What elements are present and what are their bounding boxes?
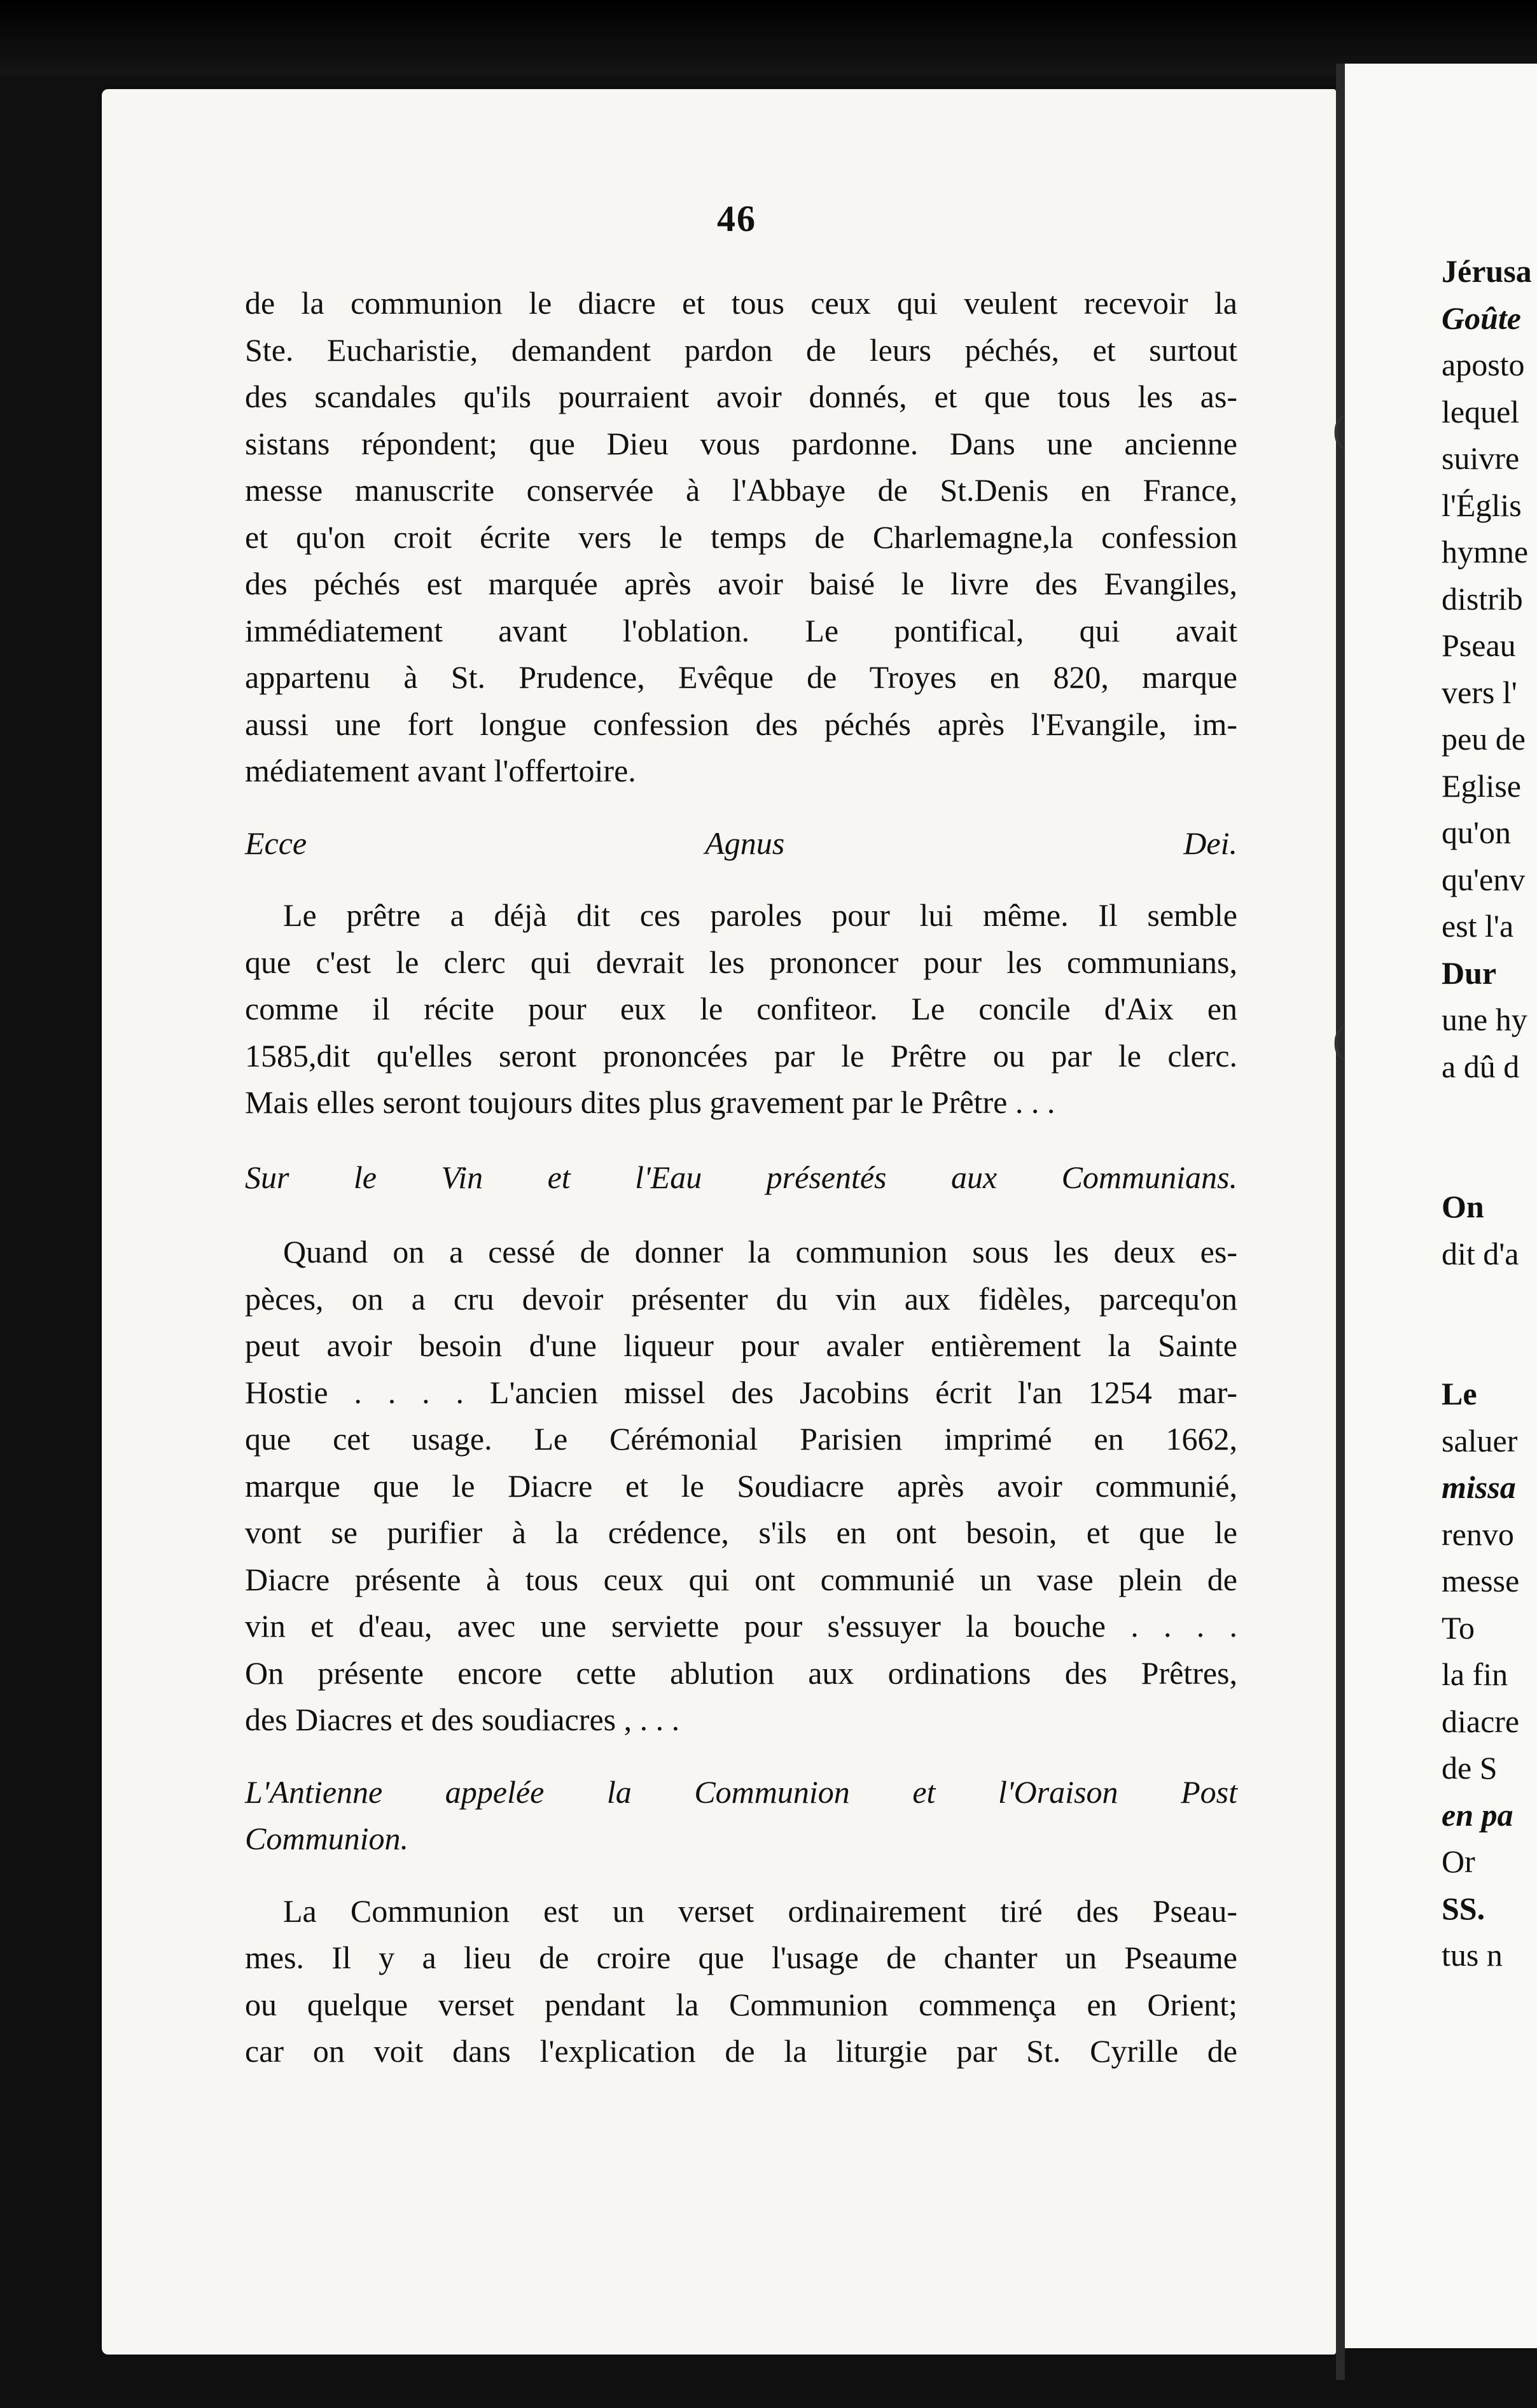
text-line: On présente encore cette ablution aux ordinations des Prêtres,	[245, 1655, 1237, 1691]
text-line: des scandales qu'ils pourraient avoir donnés, et que tous les as-	[245, 379, 1237, 414]
fragment-line: une hy	[1442, 1002, 1527, 1037]
text-line: appartenu à St. Prudence, Evêque de Troyes en 820, marque	[245, 659, 1237, 695]
fragment-line: a dû d	[1442, 1048, 1520, 1084]
fragment-line	[1442, 1090, 1537, 1137]
text-line: immédiatement avant l'oblation. Le pontifical, qui avait	[245, 612, 1237, 648]
text-line: Le prêtre a déjà dit ces paroles pour lui même. Il semble	[283, 897, 1237, 933]
facing-page-text	[1442, 248, 1537, 1979]
fragment-line: est l'a	[1442, 908, 1514, 944]
fragment-line: suivre	[1442, 440, 1520, 476]
fragment-line: diacre	[1442, 1703, 1520, 1739]
text-line: peut avoir besoin d'une liqueur pour avaler entièrement la Sainte	[245, 1327, 1237, 1363]
text-line: aussi une fort longue confession des péchés après l'Evangile, im-	[245, 706, 1237, 742]
fragment-line: Goûte	[1442, 300, 1521, 336]
fragment-line: messe	[1442, 1563, 1520, 1599]
fragment-line: qu'on	[1442, 815, 1512, 850]
fragment-line: de S	[1442, 1750, 1498, 1786]
text-line: Quand on a cessé de donner la communion sous les deux es-	[283, 1234, 1237, 1270]
paragraph-confession	[245, 280, 1237, 795]
fragment-line: la fin	[1442, 1656, 1508, 1692]
fragment-line: Or	[1442, 1844, 1475, 1879]
text-line: que c'est le clerc qui devrait les prononcer pour les communians,	[245, 944, 1237, 980]
margin-mark: (	[1333, 1019, 1346, 1061]
fragment-line: Le	[1442, 1376, 1477, 1411]
fragment-line: saluer	[1442, 1422, 1518, 1459]
text-line: 1585,dit qu'elles seront prononcées par le Prêtre ou par le clerc.	[245, 1037, 1237, 1074]
text-line: que cet usage. Le Cérémonial Parisien imprimé en 1662,	[245, 1421, 1237, 1457]
page-number: 46	[717, 198, 756, 239]
heading-antienne-cont: Communion.	[245, 1821, 408, 1856]
text-line: messe manuscrite conservée à l'Abbaye de St.Denis en France,	[245, 472, 1237, 508]
fragment-line: aposto	[1442, 347, 1525, 382]
paragraph-ecce	[245, 892, 1237, 1126]
text-line: Hostie . . . . L'ancien missel des Jacobins écrit l'an 1254 mar-	[245, 1374, 1237, 1410]
fragment-line: renvo	[1442, 1516, 1514, 1552]
page-body	[245, 280, 1237, 2075]
fragment-line: Eglise	[1442, 767, 1521, 804]
fragment-line: On	[1442, 1189, 1484, 1224]
heading-antienne: L'Antienne appelée la Communion et l'Oraison Post	[245, 1774, 1237, 1810]
fragment-line: To	[1442, 1609, 1475, 1646]
text-line: médiatement avant l'offertoire.	[245, 753, 636, 788]
fragment-line: tus n	[1442, 1937, 1503, 1973]
text-line: des Diacres et des soudiacres , . . .	[245, 1702, 680, 1737]
heading-ecce-agnus-dei: Ecce Agnus Dei.	[245, 825, 1237, 861]
fragment-line: en pa	[1442, 1796, 1513, 1833]
text-line: La Communion est un verset ordinairement tiré des Pseau-	[283, 1893, 1237, 1929]
fragment-line: vers l'	[1442, 674, 1517, 710]
text-line: car on voit dans l'explication de la liturgie par St. Cyrille de	[245, 2033, 1237, 2069]
margin-mark: (	[1333, 408, 1346, 450]
fragment-line: lequel	[1442, 393, 1520, 430]
text-line: des péchés est marquée après avoir baisé le livre des Evangiles,	[245, 566, 1237, 601]
fragment-line: Pseau	[1442, 627, 1516, 663]
heading-vin-et-eau: Sur le Vin et l'Eau présentés aux Communians.	[245, 1159, 1237, 1195]
fragment-line: Dur	[1442, 955, 1497, 991]
text-line: ou quelque verset pendant la Communion commença en Orient;	[245, 1986, 1237, 2022]
text-line: Mais elles seront toujours dites plus gravement par le Prêtre . . .	[245, 1084, 1055, 1120]
text-line: de la communion le diacre et tous ceux qui veulent recevoir la	[245, 285, 1237, 321]
fragment-line: SS.	[1442, 1890, 1485, 1926]
text-line: mes. Il y a lieu de croire que l'usage de chanter un Pseaume	[245, 1940, 1237, 1975]
fragment-line	[1442, 1137, 1537, 1184]
fragment-line: peu de	[1442, 721, 1526, 757]
text-line: pèces, on a cru devoir présenter du vin aux fidèles, parcequ'on	[245, 1280, 1237, 1317]
fragment-line	[1442, 1324, 1537, 1371]
text-line: marque que le Diacre et le Soudiacre après avoir communié,	[245, 1467, 1237, 1504]
fragment-line: l'Églis	[1442, 487, 1522, 523]
fragment-line: dit d'a	[1442, 1235, 1519, 1271]
fragment-line: Jérusa	[1442, 253, 1532, 289]
fragment-line: hymne	[1442, 534, 1529, 570]
fragment-line: distrib	[1442, 580, 1523, 617]
paragraph-vin	[245, 1229, 1237, 1744]
fragment-line: qu'env	[1442, 861, 1526, 897]
text-line: et qu'on croit écrite vers le temps de Charlemagne,la confession	[245, 519, 1237, 555]
text-line: vin et d'eau, avec une serviette pour s'essuyer la bouche . . . .	[245, 1608, 1237, 1644]
paragraph-communion	[245, 1888, 1237, 2075]
text-line: Ste. Eucharistie, demandent pardon de leurs péchés, et surtout	[245, 332, 1237, 368]
fragment-line	[1442, 1277, 1537, 1324]
fragment-line: missa	[1442, 1469, 1516, 1505]
text-line: Diacre présente à tous ceux qui ont communié un vase plein de	[245, 1561, 1237, 1597]
scan-background	[0, 0, 1537, 76]
text-line: vont se purifier à la crédence, s'ils en ont besoin, et que le	[245, 1515, 1237, 1550]
text-line: comme il récite pour eux le confiteor. Le concile d'Aix en	[245, 991, 1237, 1026]
text-line: sistans répondent; que Dieu vous pardonne. Dans une ancienne	[245, 425, 1237, 461]
